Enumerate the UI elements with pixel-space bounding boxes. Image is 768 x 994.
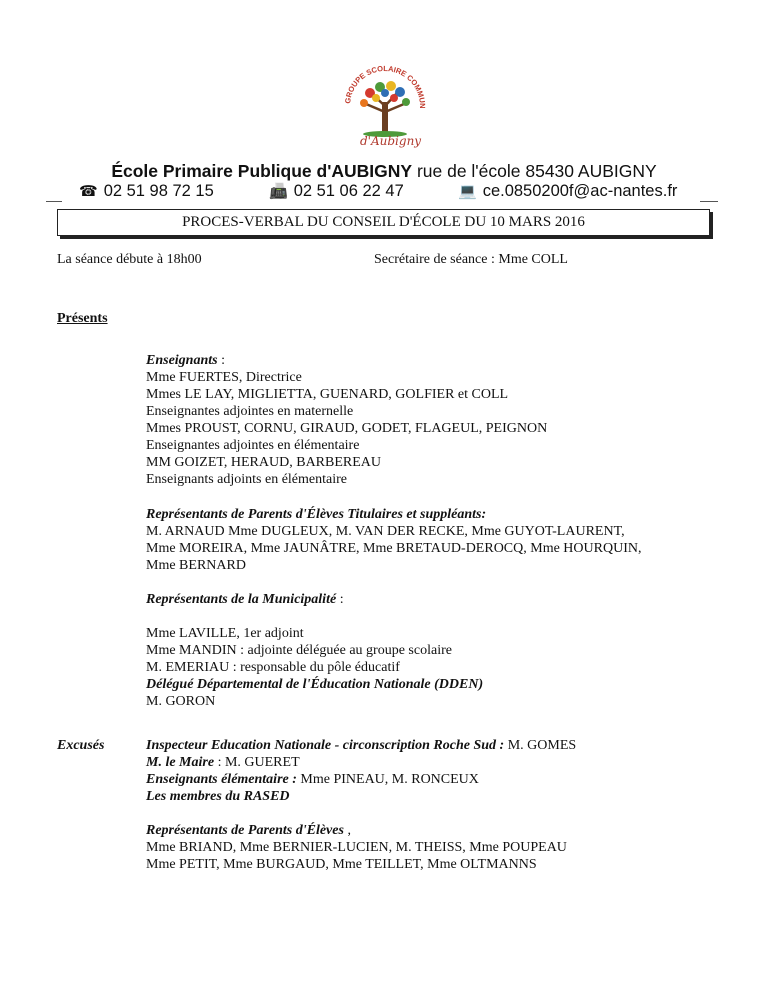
municipality-colon: : (336, 592, 344, 607)
municipality-line: M. EMERIAU : responsable du pôle éducatif (146, 660, 400, 675)
dden-line: M. GORON (146, 694, 216, 709)
teacher-line: MM GOIZET, HERAUD, BARBEREAU (146, 455, 382, 470)
mayor-name: : M. GUERET (214, 755, 300, 770)
parent-line: Mme MOREIRA, Mme JAUNÂTRE, Mme BRETAUD-DEROCQ, Mme HOURQUIN, (146, 541, 642, 556)
logo-signature: d'Aubigny (360, 134, 422, 148)
email-address: ce.0850200f@ac-nantes.fr (482, 182, 678, 200)
school-name: École Primaire Publique d'AUBIGNY (111, 161, 413, 181)
municipality-line: Mme MANDIN : adjointe déléguée au groupe scolaire (146, 643, 452, 658)
excused-parents-heading (146, 822, 351, 839)
header-rule-left (46, 201, 62, 202)
excused-parents-sep: , (343, 823, 351, 838)
presents-heading: Présents (57, 311, 108, 326)
excuses-heading: Excusés (57, 738, 105, 753)
teacher-line: Mme FUERTES, Directrice (146, 370, 302, 385)
dden-heading: Délégué Départemental de l'Éducation Nationale (DDEN) (146, 677, 484, 692)
phone-contact (79, 180, 214, 203)
session-start: La séance débute à 18h00 (57, 252, 202, 267)
logo-arc-text: GROUPE SCOLAIRE COMMUN (343, 63, 428, 109)
document-title: PROCES-VERBAL DU CONSEIL D'ÉCOLE DU 10 MARS 2016 (57, 209, 710, 236)
teacher-line: Mmes LE LAY, MIGLIETTA, GUENARD, GOLFIER et COLL (146, 387, 509, 402)
excused-teachers-names: Mme PINEAU, M. RONCEUX (296, 772, 479, 787)
inspector-label: Inspecteur Education Nationale - circonscription Roche Sud : (146, 738, 505, 753)
inspector-name: M. GOMES (504, 738, 577, 753)
session-secretary: Secrétaire de séance : Mme COLL (374, 252, 568, 267)
phone-number: 02 51 98 72 15 (103, 182, 214, 200)
municipality-heading (146, 591, 344, 608)
mayor-line (146, 754, 300, 771)
teachers-heading (146, 352, 225, 369)
excused-parent-line: Mme PETIT, Mme BURGAUD, Mme TEILLET, Mme OLTMANNS (146, 857, 537, 872)
rased-line: Les membres du RASED (146, 789, 290, 804)
excused-parent-line: Mme BRIAND, Mme BERNIER-LUCIEN, M. THEISS, Mme POUPEAU (146, 840, 567, 855)
teachers-colon: : (217, 353, 225, 368)
school-header-line (0, 160, 768, 182)
excused-parents-label: Représentants de Parents d'Élèves (146, 823, 344, 838)
teacher-line: Mmes PROUST, CORNU, GIRAUD, GODET, FLAGEUL, PEIGNON (146, 421, 548, 436)
school-logo (336, 60, 434, 150)
school-address: rue de l'école 85430 AUBIGNY (412, 161, 657, 181)
mayor-label: M. le Maire (146, 755, 215, 770)
fax-icon: 📠 (269, 183, 288, 200)
fax-number: 02 51 06 22 47 (293, 182, 404, 200)
header-rule-right (700, 201, 718, 202)
email-contact (458, 180, 677, 203)
computer-icon: 💻 (458, 183, 477, 200)
fax-contact (269, 180, 404, 203)
inspector-line (146, 737, 576, 754)
parent-line: Mme BERNARD (146, 558, 246, 573)
teacher-line: Enseignantes adjointes en élémentaire (146, 438, 360, 453)
municipality-line: Mme LAVILLE, 1er adjoint (146, 626, 304, 641)
teacher-line: Enseignantes adjointes en maternelle (146, 404, 354, 419)
tree-logo-image (336, 60, 434, 150)
teacher-line: Enseignants adjoints en élémentaire (146, 472, 347, 487)
municipality-label: Représentants de la Municipalité (146, 592, 337, 607)
excused-teachers-label: Enseignants élémentaire : (146, 772, 297, 787)
excused-teachers-line (146, 771, 479, 788)
teachers-label: Enseignants (146, 353, 218, 368)
phone-icon: ☎ (79, 183, 98, 200)
parent-line: M. ARNAUD Mme DUGLEUX, M. VAN DER RECKE, Mme GUYOT-LAURENT, (146, 524, 625, 539)
parents-heading: Représentants de Parents d'Élèves Titulaires et suppléants: (146, 507, 487, 522)
